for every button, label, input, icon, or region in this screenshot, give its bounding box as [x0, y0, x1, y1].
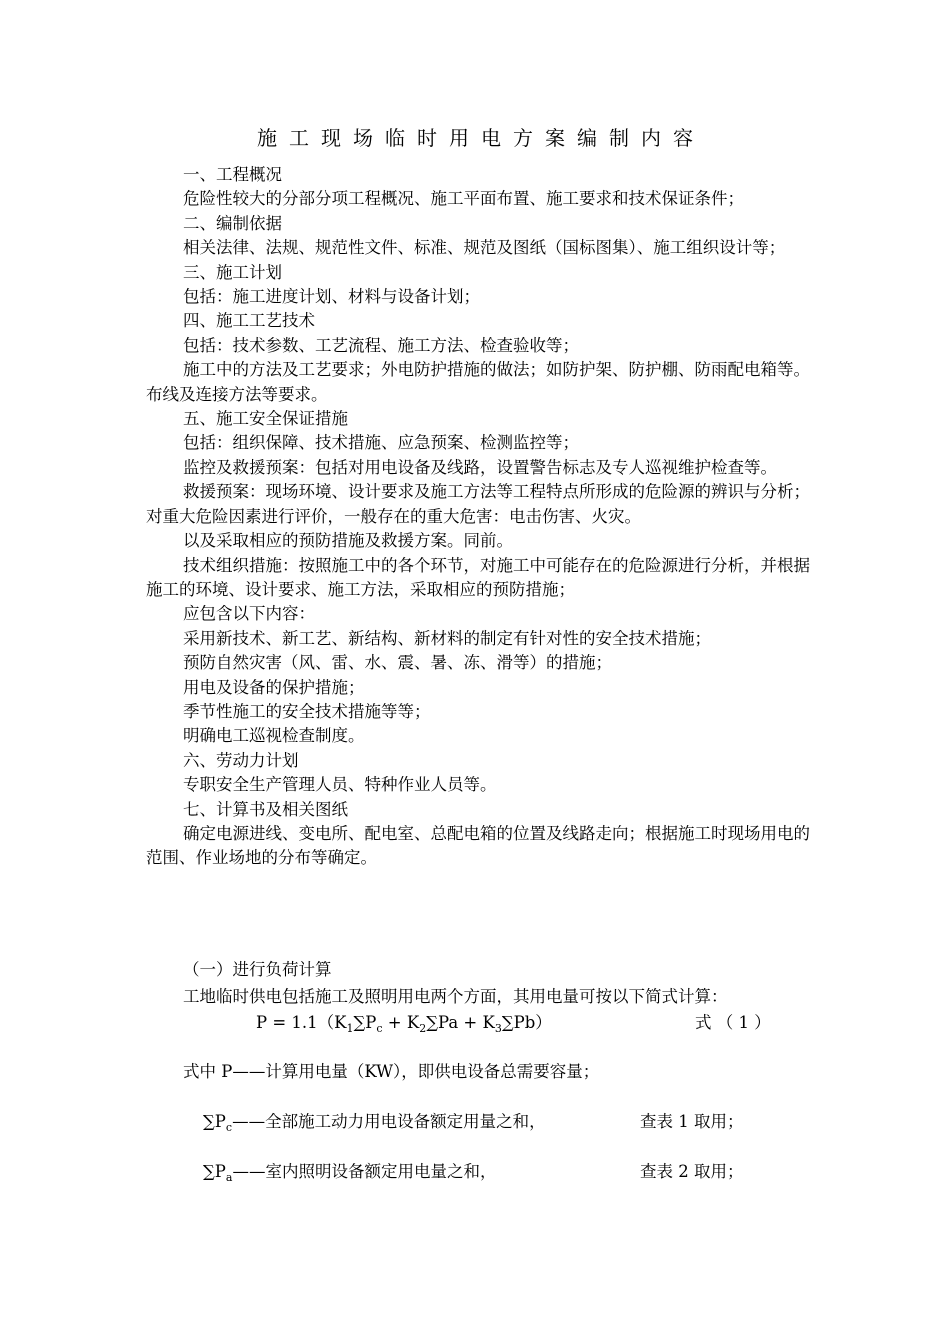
paragraph: 应包含以下内容： — [183, 604, 315, 624]
section-heading-plan: 三、施工计划 — [183, 262, 282, 282]
paragraph: 包括：技术参数、工艺流程、施工方法、检查验收等； — [183, 335, 579, 355]
formula-where-clause: 式中 P——计算用电量（KW），即供电设备总需要容量； — [183, 1062, 600, 1081]
pc-table-reference: 查表 1 取用； — [640, 1112, 744, 1131]
paragraph: 包括：组织保障、技术措施、应急预案、检测监控等； — [183, 433, 579, 453]
paragraph: 专职安全生产管理人员、特种作业人员等。 — [183, 775, 497, 795]
paragraph: 包括：施工进度计划、材料与设备计划； — [183, 287, 480, 307]
paragraph: 危险性较大的分部分项工程概况、施工平面布置、施工要求和技术保证条件； — [183, 189, 744, 209]
equation-number: 式 （ 1 ） — [695, 1013, 771, 1032]
paragraph: 用电及设备的保护措施； — [183, 677, 365, 697]
section-heading-overview: 一、工程概况 — [183, 165, 282, 184]
pa-definition: $\sum P_a——$室内照明设备额定用电量之和， — [203, 1162, 497, 1184]
load-calc-intro: 工地临时供电包括施工及照明用电两个方面，其用电量可按以下简式计算： — [183, 987, 728, 1006]
section-heading-calculations: 七、计算书及相关图纸 — [183, 799, 348, 819]
paragraph: 以及采取相应的预防措施及救援方案。同前。 — [183, 531, 513, 551]
section-heading-labor: 六、劳动力计划 — [183, 750, 299, 770]
paragraph: 救援预案：现场环境、设计要求及施工方法等工程特点所形成的危险源的辨识与分析；对重大危险因素进行评价，一般存在的重大危害：电击伤害、火灾。 — [146, 482, 810, 526]
load-formula: $P = 1.1(K_1\sum P_c + K_2\sum Pa + K_3\sum Pb)$ — [256, 1013, 552, 1035]
pa-table-reference: 查表 2 取用； — [640, 1162, 744, 1181]
paragraph: 施工中的方法及工艺要求；外电防护措施的做法；如防护架、防护棚、防雨配电箱等。布线及连接方法等要求。 — [146, 360, 810, 404]
pc-definition: $\sum P_c——$全部施工动力用电设备额定用量之和， — [203, 1112, 546, 1134]
document-title: 施工现场临时用电方案编制内容 — [257, 126, 705, 150]
section-heading-technique: 四、施工工艺技术 — [183, 311, 315, 331]
section-heading-safety: 五、施工安全保证措施 — [183, 409, 348, 429]
paragraph: 季节性施工的安全技术措施等等； — [183, 701, 431, 721]
paragraph: 采用新技术、新工艺、新结构、新材料的制定有针对性的安全技术措施； — [183, 628, 711, 648]
paragraph: 相关法律、法规、规范性文件、标准、规范及图纸（国标图集）、施工组织设计等； — [183, 238, 786, 258]
paragraph: 技术组织措施：按照施工中的各个环节，对施工中可能存在的危险源进行分析，并根据施工的环境、设计要求、施工方法，采取相应的预防措施； — [146, 555, 810, 599]
paragraph: 明确电工巡视检查制度。 — [183, 726, 365, 746]
paragraph: 确定电源进线、变电所、配电室、总配电箱的位置及线路走向；根据施工时现场用电的范围、作业场地的分布等确定。 — [146, 823, 810, 868]
load-calc-heading: （一）进行负荷计算 — [183, 960, 332, 979]
paragraph: 监控及救援预案：包括对用电设备及线路，设置警告标志及专人巡视维护检查等。 — [183, 457, 777, 477]
paragraph: 预防自然灾害（风、雷、水、震、暑、冻、滑等）的措施； — [183, 653, 612, 673]
document-body — [146, 163, 810, 871]
section-heading-basis: 二、编制依据 — [183, 213, 282, 233]
